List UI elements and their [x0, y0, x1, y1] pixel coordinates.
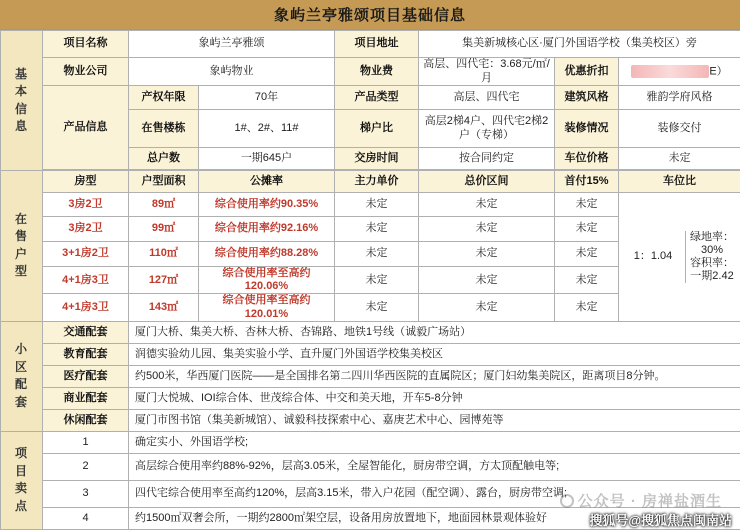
- wechat-icon: [560, 494, 574, 508]
- table-row: [1, 431, 740, 453]
- info-table: [0, 30, 740, 530]
- value-education: 润德实验幼儿园、集美实验小学、直升厦门外国语学校集美校区: [129, 343, 740, 365]
- value-delivery: 按合同约定: [419, 148, 555, 170]
- value-ladder-ratio: 高层2梯4户、四代宅2梯2户（专梯）: [419, 110, 555, 148]
- unit-type: 3房2卫: [43, 217, 129, 242]
- value-property-fee: 高层、四代宅：3.68元/㎡/月: [419, 58, 555, 86]
- value-leisure: 厦门市图书馆（集美新城馆）、诚毅科技探索中心、嘉庚艺术中心、园博苑等: [129, 409, 740, 431]
- value-transport: 厦门大桥、集美大桥、杏林大桥、杏锦路、地铁1号线（诚毅广场站）: [129, 321, 740, 343]
- unit-total: 未定: [419, 294, 555, 321]
- unit-ratio: 综合使用率约92.16%: [199, 217, 335, 242]
- floor-area-ratio: 容积率：一期2.42: [690, 256, 734, 283]
- value-buildings: 1#、2#、11#: [199, 110, 335, 148]
- table-row: [1, 387, 740, 409]
- unit-price: 未定: [335, 242, 419, 267]
- label-education: 教育配套: [43, 343, 129, 365]
- unit-type: 3+1房2卫: [43, 242, 129, 267]
- unit-down: 未定: [555, 193, 619, 217]
- unit-type: 3房2卫: [43, 193, 129, 217]
- label-buildings: 在售楼栋: [129, 110, 199, 148]
- header-down: 首付15%: [555, 171, 619, 193]
- unit-ratio: 综合使用率至高约120.01%: [199, 294, 335, 321]
- section-highlights: 项目卖点: [1, 431, 43, 529]
- unit-price: 未定: [335, 294, 419, 321]
- unit-area: 89㎡: [129, 193, 199, 217]
- label-transport: 交通配套: [43, 321, 129, 343]
- unit-total: 未定: [419, 217, 555, 242]
- highlight-num: 2: [43, 453, 129, 480]
- header-area: 户型面积: [129, 171, 199, 193]
- label-households: 总户数: [129, 148, 199, 170]
- highlight-num: 3: [43, 480, 129, 507]
- unit-price: 未定: [335, 193, 419, 217]
- header-total: 总价区间: [419, 171, 555, 193]
- unit-ratio: 综合使用率至高约120.06%: [199, 267, 335, 294]
- label-ladder-ratio: 梯户比: [335, 110, 419, 148]
- value-discount: E）: [619, 58, 740, 86]
- label-decoration: 装修情况: [555, 110, 619, 148]
- unit-price: 未定: [335, 267, 419, 294]
- watermark-site: 搜狐号@搜狐焦点闽南站: [589, 513, 732, 528]
- value-arch-style: 雅韵学府风格: [619, 86, 740, 110]
- unit-type: 4+1房3卫: [43, 267, 129, 294]
- label-parking-price: 车位价格: [555, 148, 619, 170]
- parking-ratio: 1：1.04: [621, 231, 686, 284]
- label-property-fee: 物业费: [335, 58, 419, 86]
- value-medical: 约500米，华西厦门医院——是全国排名第二四川华西医院的直属院区；厦门妇幼集美院区，距离项目8分钟。: [129, 365, 740, 387]
- highlight-text: 高层综合使用率约88%-92%，层高3.05米，全屋智能化，厨房带空调，方太顶配触电等;: [129, 453, 740, 480]
- header-unit-price: 主力单价: [335, 171, 419, 193]
- value-commerce: 厦门大悦城、IOI综合体、世茂综合体、中交和美天地，开车5-8分钟: [129, 387, 740, 409]
- unit-total: 未定: [419, 267, 555, 294]
- table-row: [1, 365, 740, 387]
- unit-ratio: 综合使用率约88.28%: [199, 242, 335, 267]
- label-medical: 医疗配套: [43, 365, 129, 387]
- highlight-text: 确定实小、外国语学校;: [129, 431, 740, 453]
- label-commerce: 商业配套: [43, 387, 129, 409]
- green-rate: 绿地率：30%: [690, 230, 734, 256]
- unit-down: 未定: [555, 217, 619, 242]
- unit-total: 未定: [419, 242, 555, 267]
- table-row: [1, 193, 740, 217]
- table-row: [1, 409, 740, 431]
- unit-total: 未定: [419, 193, 555, 217]
- label-product-type: 产品类型: [335, 86, 419, 110]
- value-households: 一期645户: [199, 148, 335, 170]
- unit-down: 未定: [555, 242, 619, 267]
- label-delivery: 交房时间: [335, 148, 419, 170]
- table-row: [1, 343, 740, 365]
- value-property-company: 象屿物业: [129, 58, 335, 86]
- unit-area: 127㎡: [129, 267, 199, 294]
- section-on-sale: 在售户型: [1, 171, 43, 322]
- header-parking-ratio: 车位比: [619, 171, 740, 193]
- value-parking-ratio: [619, 193, 740, 322]
- table-row: [1, 453, 740, 480]
- highlight-text: 四代宅综合使用率至高约120%，层高3.15米，带入户花园（配空调）、露台，厨房带空调;: [129, 480, 740, 507]
- section-basic-info: 基本信息: [1, 31, 43, 171]
- page-title: 象屿兰亭雅颂项目基础信息: [0, 0, 740, 30]
- table-row: [1, 321, 740, 343]
- unit-area: 110㎡: [129, 242, 199, 267]
- label-leisure: 休闲配套: [43, 409, 129, 431]
- label-tenure: 产权年限: [129, 86, 199, 110]
- value-project-name: 象屿兰亭雅颂: [129, 31, 335, 58]
- watermark-account: 公众号 · 房禅盐酒生: [560, 490, 722, 511]
- label-project-name: 项目名称: [43, 31, 129, 58]
- unit-down: 未定: [555, 267, 619, 294]
- highlight-num: 4: [43, 507, 129, 529]
- label-property-company: 物业公司: [43, 58, 129, 86]
- unit-down: 未定: [555, 294, 619, 321]
- label-project-address: 项目地址: [335, 31, 419, 58]
- value-project-address: 集美新城核心区·厦门外国语学校（集美校区）旁: [419, 31, 740, 58]
- unit-area: 99㎡: [129, 217, 199, 242]
- header-ratio: 公摊率: [199, 171, 335, 193]
- unit-area: 143㎡: [129, 294, 199, 321]
- highlight-text: 约1500㎡双奢会所，一期约2800㎡架空层，设备用房放置地下，地面园林景观体验好: [129, 507, 740, 529]
- unit-ratio: 综合使用率约90.35%: [199, 193, 335, 217]
- value-decoration: 装修交付: [619, 110, 740, 148]
- label-discount: 优惠折扣: [555, 58, 619, 86]
- highlight-num: 1: [43, 431, 129, 453]
- header-type: 房型: [43, 171, 129, 193]
- label-product-info: 产品信息: [43, 86, 129, 170]
- unit-type: 4+1房3卫: [43, 294, 129, 321]
- value-parking-price: 未定: [619, 148, 740, 170]
- value-tenure: 70年: [199, 86, 335, 110]
- section-community: 小区配套: [1, 321, 43, 431]
- label-arch-style: 建筑风格: [555, 86, 619, 110]
- unit-price: 未定: [335, 217, 419, 242]
- redacted-mark: [631, 65, 709, 78]
- value-product-type: 高层、四代宅: [419, 86, 555, 110]
